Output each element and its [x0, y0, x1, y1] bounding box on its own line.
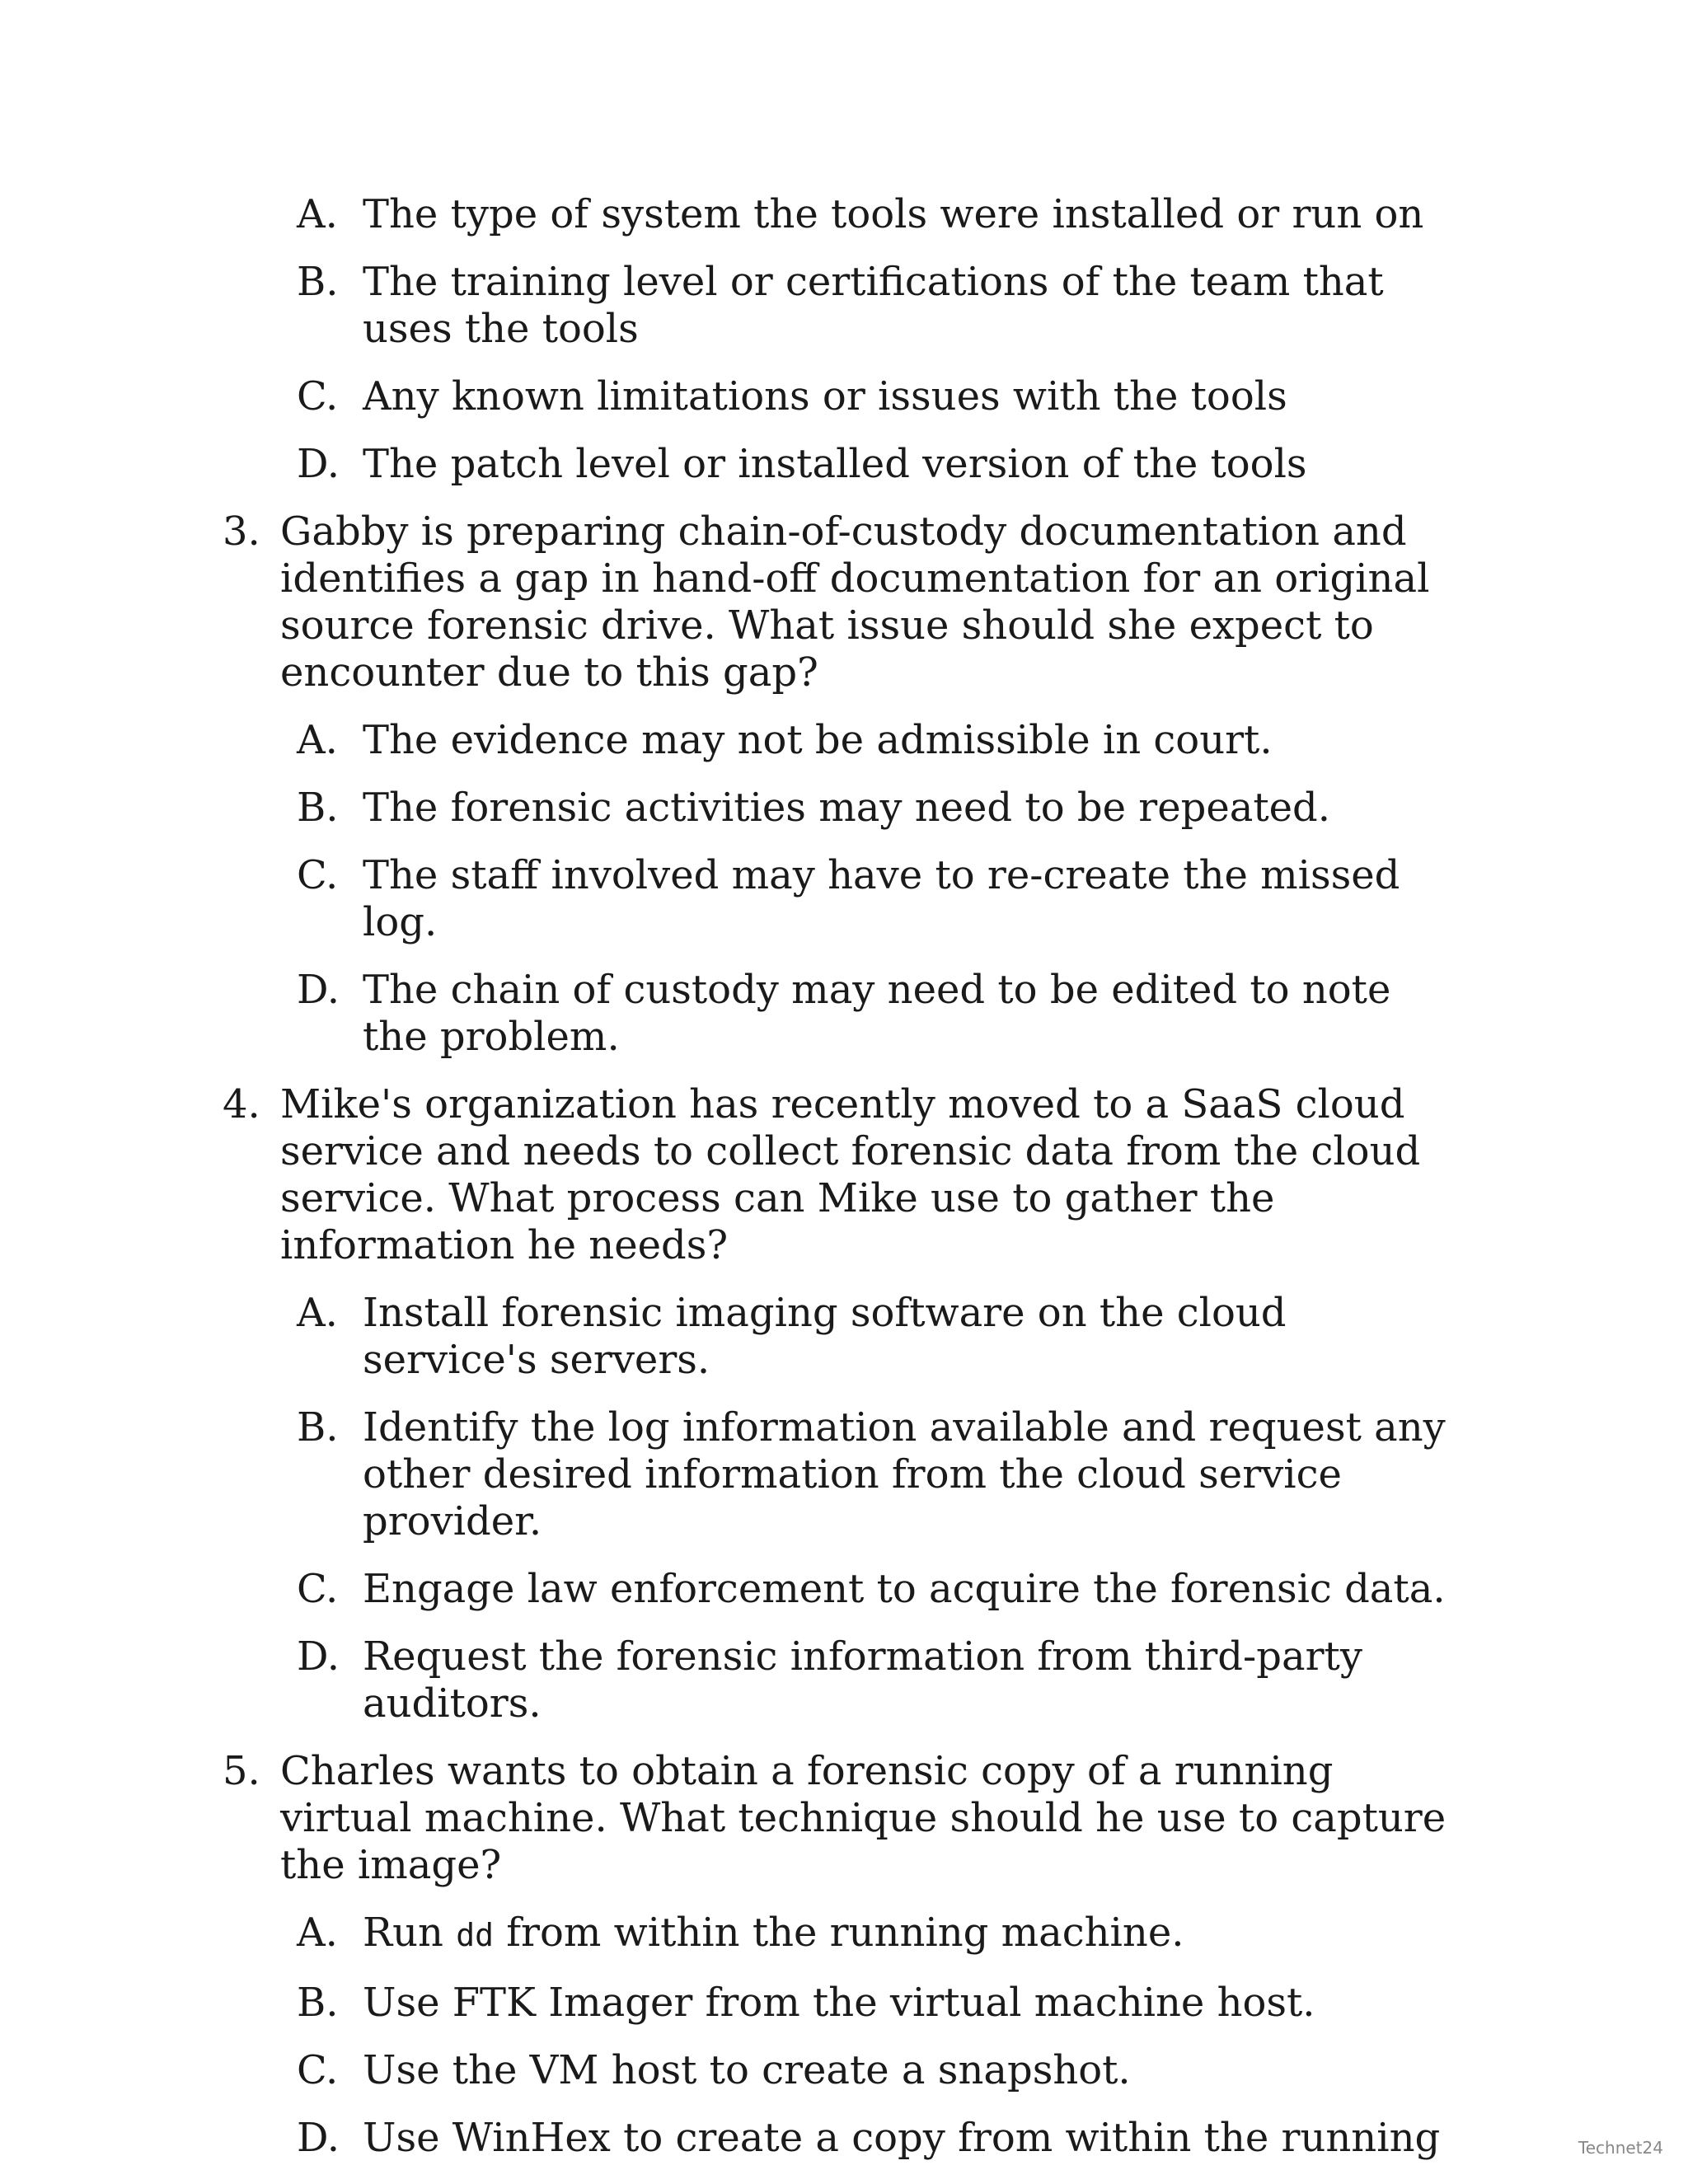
option-letter: D.: [297, 2115, 340, 2161]
option-text: The staff involved may have to re-create the missed log.: [363, 852, 1400, 945]
option-item: [218, 1633, 1455, 1727]
option-text: The evidence may not be admissible in court.: [363, 717, 1273, 763]
question-item: [218, 1081, 1455, 1269]
option-text: Use FTK Imager from the virtual machine host.: [363, 1980, 1315, 2026]
option-text: Use the VM host to create a snapshot.: [363, 2047, 1131, 2093]
option-item: [218, 441, 1455, 488]
option-text: Install forensic imaging software on the cloud service's servers.: [363, 1290, 1287, 1383]
question-text: Gabby is preparing chain-of-custody documentation and identifies a gap in hand-off documentation for an original source forensic drive. What issue should she expect to encounter due to this gap?: [280, 509, 1430, 696]
option-item: [218, 2047, 1455, 2094]
code-inline: dd: [456, 1917, 494, 1953]
option-text: The chain of custody may need to be edited to note the problem.: [363, 967, 1391, 1060]
option-text: The type of system the tools were installed or run on: [363, 191, 1424, 237]
option-item: [218, 2115, 1455, 2162]
option-item: [218, 852, 1455, 946]
question-number: 4.: [223, 1081, 260, 1127]
option-letter: A.: [297, 191, 338, 237]
option-text: The forensic activities may need to be repeated.: [363, 785, 1331, 831]
option-text: Engage law enforcement to acquire the forensic data.: [363, 1566, 1446, 1612]
option-letter: C.: [297, 373, 339, 419]
option-letter: D.: [297, 441, 340, 487]
option-letter: D.: [297, 1633, 340, 1680]
option-text: Any known limitations or issues with the tools: [363, 373, 1287, 419]
question-item: [218, 1748, 1455, 1889]
option-text: Use WinHex to create a copy from within the running: [363, 2115, 1441, 2161]
option-item: [218, 373, 1455, 420]
question-number: 5.: [223, 1748, 260, 1794]
option-item: [218, 967, 1455, 1061]
option-letter: B.: [297, 1980, 339, 2026]
option-letter: C.: [297, 2047, 339, 2093]
option-text: The patch level or installed version of the tools: [363, 441, 1307, 487]
option-letter: D.: [297, 967, 340, 1013]
question-number: 3.: [223, 509, 260, 555]
question-text: Mike's organization has recently moved to a SaaS cloud service and needs to collect forensic data from the cloud service. What process can Mike use to gather the information he needs?: [280, 1081, 1421, 1268]
option-text: The training level or certifications of the team that uses the tools: [363, 259, 1384, 352]
option-letter: C.: [297, 1566, 339, 1612]
question-list: [218, 191, 1455, 2182]
option-letter: A.: [297, 1290, 338, 1336]
option-letter: B.: [297, 785, 339, 831]
option-item: [218, 191, 1455, 238]
option-text: Identify the log information available and request any other desired information from the cloud service provider.: [363, 1404, 1446, 1544]
option-text-pre: Run: [363, 1910, 443, 1956]
watermark-text: Technet24: [1578, 2138, 1663, 2158]
option-text: [363, 1910, 1184, 1956]
option-letter: B.: [297, 259, 339, 305]
option-item: [218, 1404, 1455, 1545]
question-text: Charles wants to obtain a forensic copy of a running virtual machine. What technique should he use to capture the image?: [280, 1748, 1447, 1888]
option-text-post: from within the running machine.: [506, 1910, 1184, 1956]
option-text: Request the forensic information from third-party auditors.: [363, 1633, 1362, 1727]
option-item: [218, 1980, 1455, 2027]
option-item: [218, 785, 1455, 832]
option-item: [218, 259, 1455, 353]
option-item: [218, 1566, 1455, 1613]
option-item: [218, 1910, 1455, 1959]
option-letter: A.: [297, 717, 338, 763]
option-letter: A.: [297, 1910, 338, 1956]
option-letter: C.: [297, 852, 339, 898]
option-item: [218, 717, 1455, 764]
question-item: [218, 509, 1455, 696]
option-item: [218, 1290, 1455, 1384]
option-letter: B.: [297, 1404, 339, 1451]
